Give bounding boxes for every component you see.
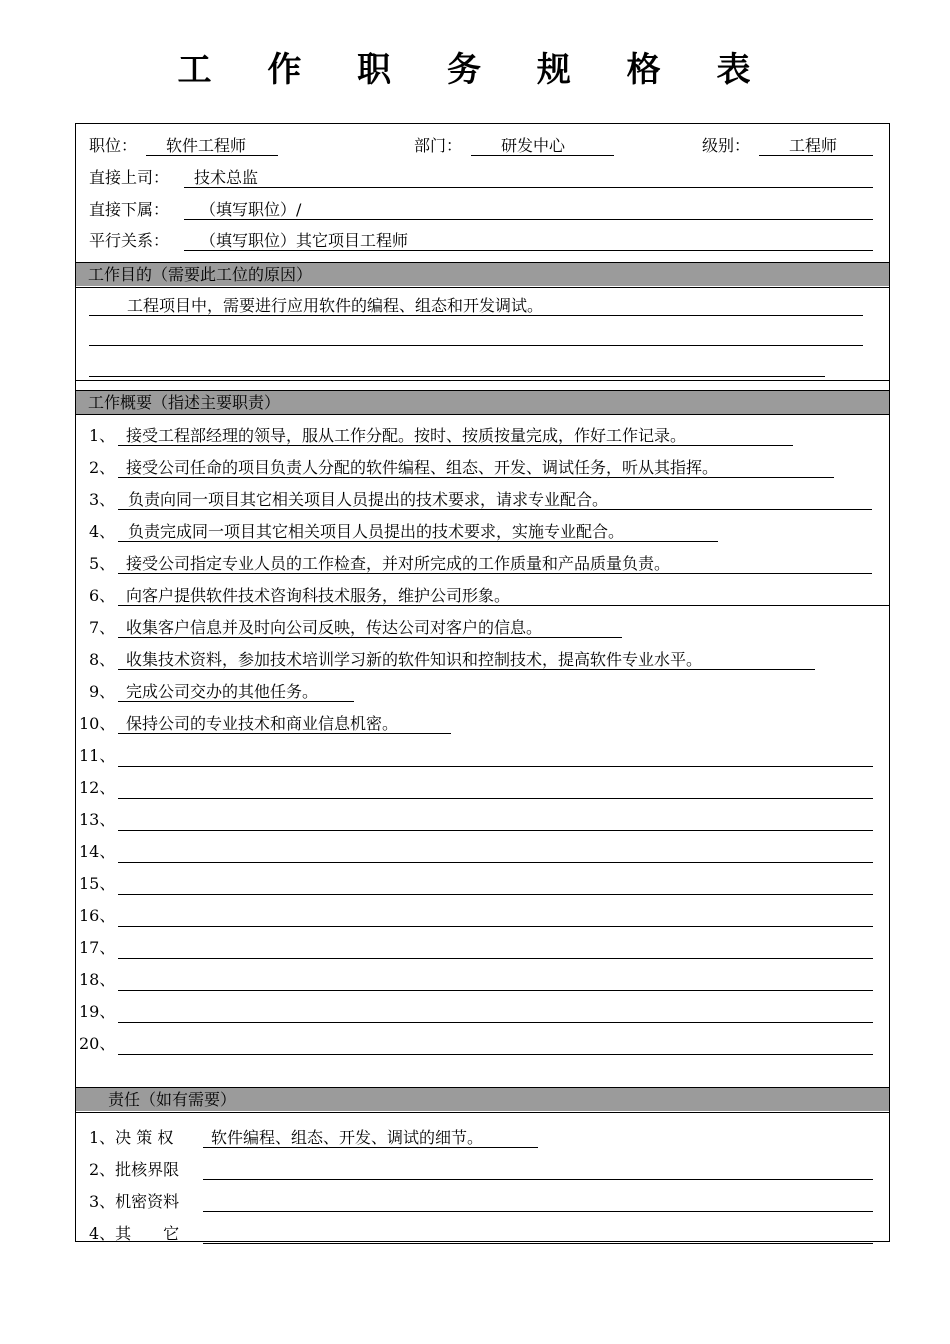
parallel-label: 平行关系： <box>89 231 170 250</box>
duty-number: 17、 <box>79 938 116 957</box>
duty-number: 15、 <box>79 874 116 893</box>
duty-text[interactable] <box>118 746 873 767</box>
divider <box>76 414 889 415</box>
duty-text[interactable] <box>118 778 873 799</box>
duty-text[interactable]: 接受公司指定专业人员的工作检查，并对所完成的工作质量和产品质量负责。 <box>118 554 872 574</box>
level-field[interactable]: 工程师 <box>759 136 873 156</box>
purpose-heading: 工作目的（需要此工位的原因） <box>76 262 889 286</box>
divider <box>76 287 889 288</box>
duty-text[interactable]: 保持公司的专业技术和商业信息机密。 <box>118 714 451 734</box>
responsibility-field[interactable] <box>203 1224 873 1244</box>
duty-number: 14、 <box>79 842 116 861</box>
duty-number: 7、 <box>89 618 116 637</box>
duty-number: 3、 <box>89 490 116 509</box>
duty-text[interactable] <box>118 906 873 927</box>
duty-text[interactable]: 收集技术资料，参加技术培训学习新的软件知识和控制技术，提高软件专业水平。 <box>118 650 815 670</box>
parallel-field[interactable]: （填写职位）其它项目工程师 <box>184 231 873 251</box>
duty-text[interactable]: 完成公司交办的其他任务。 <box>118 682 354 702</box>
duty-text[interactable]: 负责向同一项目其它相关项目人员提出的技术要求，请求专业配合。 <box>118 490 872 510</box>
position-field[interactable]: 软件工程师 <box>146 136 278 156</box>
responsibility-field[interactable] <box>203 1192 873 1212</box>
subordinate-field[interactable]: （填写职位）/ <box>184 200 873 220</box>
duty-number: 2、 <box>89 458 116 477</box>
duty-number: 19、 <box>79 1002 116 1021</box>
duties-heading: 工作概要（指述主要职责） <box>76 390 889 414</box>
duty-number: 18、 <box>79 970 116 989</box>
dept-field[interactable]: 研发中心 <box>471 136 614 156</box>
duty-number: 5、 <box>89 554 116 573</box>
divider <box>76 380 889 381</box>
level-label: 级别： <box>702 136 751 155</box>
subordinate-label: 直接下属： <box>89 200 170 219</box>
responsibility-label: 2、批核界限 <box>89 1160 180 1179</box>
responsibility-label: 4、其 它 <box>89 1224 180 1243</box>
duty-number: 20、 <box>79 1034 116 1053</box>
responsibility-field[interactable]: 软件编程、组态、开发、调试的细节。 <box>203 1128 538 1148</box>
duty-number: 9、 <box>89 682 116 701</box>
duty-text[interactable] <box>118 1034 873 1055</box>
duty-number: 11、 <box>79 746 116 765</box>
duty-number: 10、 <box>79 714 116 733</box>
duty-text[interactable] <box>118 1002 873 1023</box>
purpose-text[interactable]: 工程项目中，需要进行应用软件的编程、组态和开发调试。 <box>89 296 863 316</box>
position-label: 职位： <box>89 136 138 155</box>
responsibility-heading: 责任（如有需要） <box>76 1087 889 1111</box>
duty-number: 12、 <box>79 778 116 797</box>
duty-text[interactable]: 接受公司任命的项目负责人分配的软件编程、组态、开发、调试任务，听从其指挥。 <box>118 458 834 478</box>
duty-text[interactable]: 负责完成同一项目其它相关项目人员提出的技术要求，实施专业配合。 <box>118 522 718 542</box>
duty-number: 4、 <box>89 522 116 541</box>
duty-number: 1、 <box>89 426 116 445</box>
duty-text[interactable]: 收集客户信息并及时向公司反映，传达公司对客户的信息。 <box>118 618 622 638</box>
duty-text[interactable]: 接受工程部经理的领导，服从工作分配。按时、按质按量完成，作好工作记录。 <box>118 426 793 446</box>
duty-text[interactable] <box>118 874 873 895</box>
duty-number: 6、 <box>89 586 116 605</box>
duty-text[interactable] <box>118 938 873 959</box>
purpose-blank-line[interactable] <box>89 325 863 346</box>
page-title: 工 作 职 务 规 格 表 <box>177 50 773 90</box>
duty-number: 16、 <box>79 906 116 925</box>
purpose-blank-line[interactable] <box>89 356 825 377</box>
responsibility-label: 1、决 策 权 <box>89 1128 174 1147</box>
dept-label: 部门： <box>414 136 463 155</box>
duty-text[interactable] <box>118 970 873 991</box>
superior-label: 直接上司： <box>89 168 170 187</box>
duty-number: 13、 <box>79 810 116 829</box>
duty-text[interactable]: 向客户提供软件技术咨询科技术服务，维护公司形象。 <box>118 586 890 606</box>
responsibility-label: 3、机密资料 <box>89 1192 180 1211</box>
duty-text[interactable] <box>118 810 873 831</box>
duty-number: 8、 <box>89 650 116 669</box>
superior-field[interactable]: 技术总监 <box>184 168 873 188</box>
divider <box>76 1112 889 1113</box>
responsibility-field[interactable] <box>203 1160 873 1180</box>
duty-text[interactable] <box>118 842 873 863</box>
